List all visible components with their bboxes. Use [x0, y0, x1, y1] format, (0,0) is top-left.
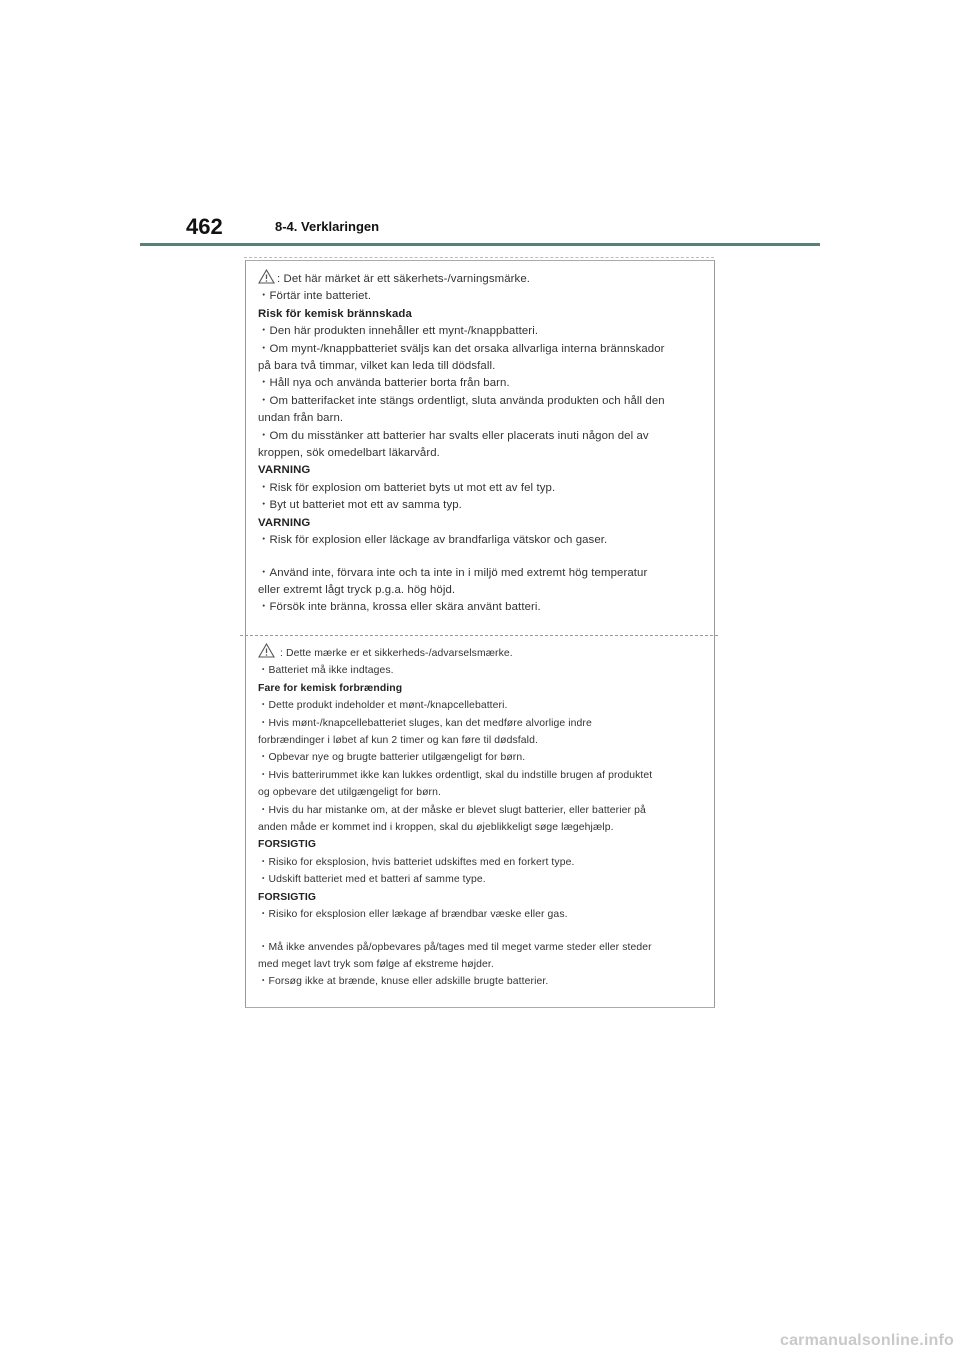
- text-line: ・Om du misstänker att batterier har svalts eller placerats inuti någon del av: [258, 429, 649, 442]
- text-line: ・Förtär inte batteriet.: [258, 290, 372, 303]
- warning-line-da: [258, 643, 704, 662]
- header-rule: [140, 243, 820, 246]
- text-line: forbrændinger i løbet af kun 2 timer og kan føre til dødsfald.: [258, 735, 538, 747]
- text-line: anden måde er kommet ind i kroppen, skal du øjeblikkeligt søge lægehjælp.: [258, 822, 614, 834]
- text-line: ・Använd inte, förvara inte och ta inte in i miljö med extremt hög temperatur: [258, 566, 648, 579]
- warning-triangle-icon: [258, 269, 275, 284]
- text-line: og opbevare det utilgængeligt for børn.: [258, 787, 441, 799]
- heading-line: FORSIGTIG: [258, 891, 317, 903]
- text-line: ・Hvis mønt-/knapcellebatteriet sluges, kan det medføre alvorlige indre: [258, 717, 592, 729]
- scanned-label-box: [245, 260, 715, 1008]
- heading-line: VARNING: [258, 464, 311, 477]
- heading-line: VARNING: [258, 516, 311, 529]
- text-line: ・Forsøg ikke at brænde, knuse eller adskille brugte batterier.: [258, 976, 549, 988]
- text-line: ・Hvis batterirummet ikke kan lukkes ordentligt, skal du indstille brugen af produktet: [258, 769, 653, 781]
- text-line: ・Må ikke anvendes på/opbevares på/tages med til meget varme steder eller steder: [258, 941, 652, 953]
- heading-line: Risk för kemisk brännskada: [258, 307, 412, 320]
- swedish-warning-block: [258, 269, 704, 617]
- section-title: 8-4. Verklaringen: [275, 219, 380, 234]
- text-line: ・Om mynt-/knappbatteriet sväljs kan det orsaka allvarliga interna brännskador: [258, 342, 665, 355]
- text-line: ・Dette produkt indeholder et mønt-/knapcellebatteri.: [258, 700, 508, 712]
- text-line: eller extremt lågt tryck p.g.a. hög höjd.: [258, 583, 456, 596]
- text-line: ・Udskift batteriet med et batteri af samme type.: [258, 874, 486, 886]
- text-line: ・Risiko for eksplosion eller lækage af brændbar væske eller gas.: [258, 909, 568, 921]
- text-line: kroppen, sök omedelbart läkarvård.: [258, 447, 440, 460]
- text-line: ・Den här produkten innehåller ett mynt-/knappbatteri.: [258, 325, 539, 338]
- warning-line-text: : Det här märket är ett säkerhets-/varningsmärke.: [277, 273, 531, 285]
- heading-line: FORSIGTIG: [258, 839, 317, 851]
- text-line: undan från barn.: [258, 412, 344, 425]
- danish-warning-block: [258, 643, 704, 991]
- warning-triangle-icon: [258, 643, 275, 658]
- watermark: carmanualsonline.info: [779, 1332, 954, 1349]
- warning-line-sv: [258, 269, 704, 288]
- text-line: ・Risiko for eksplosion, hvis batteriet udskiftes med en forkert type.: [258, 856, 575, 868]
- text-line: ・Om batterifacket inte stängs ordentligt, sluta använda produkten och håll den: [258, 394, 665, 407]
- text-line: ・Hvis du har mistanke om, at der måske er blevet slugt batterier, eller batterier på: [258, 804, 646, 816]
- text-line: ・Risk för explosion eller läckage av brandfarliga vätskor och gaser.: [258, 534, 608, 547]
- text-line: ・Opbevar nye og brugte batterier utilgængeligt for børn.: [258, 752, 526, 764]
- text-line: ・Håll nya och använda batterier borta från barn.: [258, 377, 510, 390]
- warning-line-text: : Dette mærke er et sikkerheds-/advarselsmærke.: [277, 648, 513, 659]
- text-line: ・Batteriet må ikke indtages.: [258, 665, 394, 677]
- text-line: ・Byt ut batteriet mot ett av samma typ.: [258, 499, 462, 512]
- text-line: på bara två timmar, vilket kan leda till dödsfall.: [258, 360, 496, 373]
- page-number: 462: [186, 214, 223, 239]
- text-line: ・Försök inte bränna, krossa eller skära använt batteri.: [258, 601, 541, 614]
- text-line: med meget lavt tryk som følge af ekstreme højder.: [258, 958, 494, 970]
- heading-line: Fare for kemisk forbrænding: [258, 682, 403, 694]
- text-line: ・Risk för explosion om batteriet byts ut mot ett av fel typ.: [258, 481, 556, 494]
- section-divider: [240, 635, 718, 636]
